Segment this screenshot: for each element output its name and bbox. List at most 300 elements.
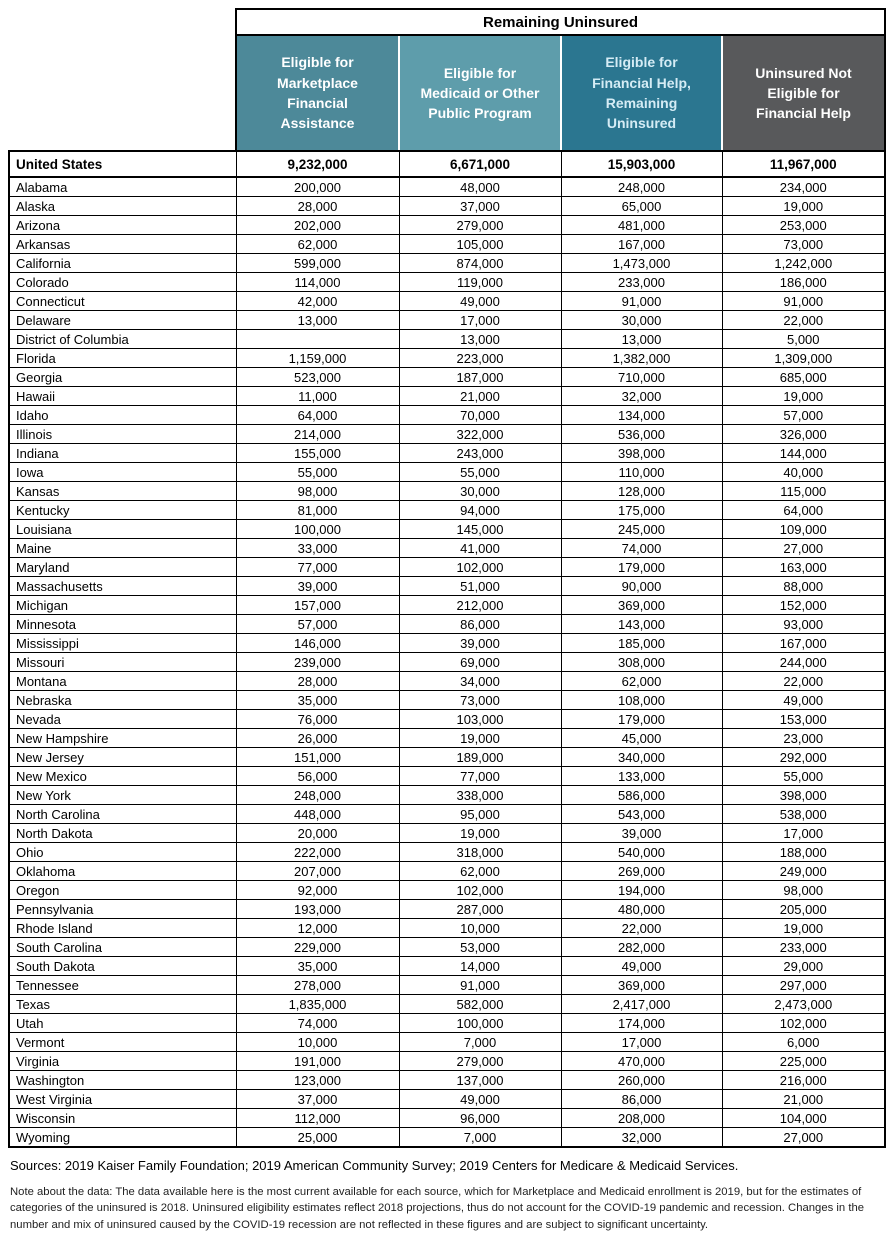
cell-value: 193,000: [236, 900, 399, 919]
cell-value: 119,000: [399, 273, 561, 292]
cell-value: 14,000: [399, 957, 561, 976]
table-row: [9, 824, 885, 843]
table-row: [9, 957, 885, 976]
cell-value: 34,000: [399, 672, 561, 691]
cell-value: 57,000: [236, 615, 399, 634]
state-name: Florida: [9, 349, 236, 368]
cell-value: 212,000: [399, 596, 561, 615]
cell-value: 448,000: [236, 805, 399, 824]
table-row: [9, 786, 885, 805]
cell-value: 243,000: [399, 444, 561, 463]
cell-value: 25,000: [236, 1128, 399, 1148]
cell-value: 19,000: [722, 197, 885, 216]
cell-value: 41,000: [399, 539, 561, 558]
cell-value: 123,000: [236, 1071, 399, 1090]
cell-value: 35,000: [236, 691, 399, 710]
table-row: [9, 748, 885, 767]
cell-value: 98,000: [722, 881, 885, 900]
cell-value: 1,835,000: [236, 995, 399, 1014]
table-row: [9, 1090, 885, 1109]
cell-value: 19,000: [722, 387, 885, 406]
cell-value: 91,000: [399, 976, 561, 995]
state-name: New York: [9, 786, 236, 805]
table-row: [9, 177, 885, 197]
table-row: [9, 235, 885, 254]
cell-value: 70,000: [399, 406, 561, 425]
cell-value: 103,000: [399, 710, 561, 729]
state-name: Delaware: [9, 311, 236, 330]
table-row: [9, 1071, 885, 1090]
cell-value: 244,000: [722, 653, 885, 672]
cell-value: 37,000: [399, 197, 561, 216]
cell-value: 239,000: [236, 653, 399, 672]
table-row: [9, 691, 885, 710]
cell-value: 685,000: [722, 368, 885, 387]
cell-value: 20,000: [236, 824, 399, 843]
table-row: [9, 995, 885, 1014]
cell-value: 19,000: [399, 729, 561, 748]
total-value: 6,671,000: [399, 151, 561, 177]
state-name: Massachusetts: [9, 577, 236, 596]
cell-value: 96,000: [399, 1109, 561, 1128]
cell-value: 225,000: [722, 1052, 885, 1071]
total-value: 11,967,000: [722, 151, 885, 177]
cell-value: 157,000: [236, 596, 399, 615]
table-row: [9, 216, 885, 235]
total-value: 9,232,000: [236, 151, 399, 177]
cell-value: 105,000: [399, 235, 561, 254]
cell-value: 179,000: [561, 558, 722, 577]
state-name: Illinois: [9, 425, 236, 444]
cell-value: 308,000: [561, 653, 722, 672]
column-header-not-eligible: Uninsured Not Eligible for Financial Help: [722, 35, 885, 151]
cell-value: 91,000: [561, 292, 722, 311]
cell-value: 338,000: [399, 786, 561, 805]
state-name: Alaska: [9, 197, 236, 216]
cell-value: 28,000: [236, 672, 399, 691]
cell-value: 49,000: [399, 1090, 561, 1109]
cell-value: 91,000: [722, 292, 885, 311]
table-row: [9, 292, 885, 311]
cell-value: 35,000: [236, 957, 399, 976]
cell-value: 340,000: [561, 748, 722, 767]
cell-value: 137,000: [399, 1071, 561, 1090]
cell-value: 114,000: [236, 273, 399, 292]
cell-value: 874,000: [399, 254, 561, 273]
cell-value: 108,000: [561, 691, 722, 710]
state-name: Hawaii: [9, 387, 236, 406]
table-row: [9, 577, 885, 596]
state-name: North Carolina: [9, 805, 236, 824]
cell-value: 32,000: [561, 1128, 722, 1148]
table-title: Remaining Uninsured: [236, 9, 885, 35]
cell-value: 543,000: [561, 805, 722, 824]
cell-value: 81,000: [236, 501, 399, 520]
table-row: [9, 444, 885, 463]
cell-value: 12,000: [236, 919, 399, 938]
state-name: Oregon: [9, 881, 236, 900]
table-row: [9, 311, 885, 330]
cell-value: 21,000: [399, 387, 561, 406]
cell-value: 229,000: [236, 938, 399, 957]
cell-value: 45,000: [561, 729, 722, 748]
cell-value: 115,000: [722, 482, 885, 501]
cell-value: 155,000: [236, 444, 399, 463]
column-header-financial-help: Eligible for Financial Help, Remaining Uninsured: [561, 35, 722, 151]
table-row: [9, 482, 885, 501]
table-row: [9, 596, 885, 615]
cell-value: 540,000: [561, 843, 722, 862]
cell-value: 5,000: [722, 330, 885, 349]
cell-value: 1,242,000: [722, 254, 885, 273]
cell-value: 146,000: [236, 634, 399, 653]
table-row: [9, 520, 885, 539]
cell-value: 481,000: [561, 216, 722, 235]
cell-value: 185,000: [561, 634, 722, 653]
table-row: [9, 349, 885, 368]
table-row: [9, 406, 885, 425]
cell-value: 187,000: [399, 368, 561, 387]
cell-value: 49,000: [561, 957, 722, 976]
table-title-row: [9, 9, 885, 35]
cell-value: 76,000: [236, 710, 399, 729]
cell-value: 27,000: [722, 539, 885, 558]
cell-value: 214,000: [236, 425, 399, 444]
state-name: Maryland: [9, 558, 236, 577]
state-name: Wisconsin: [9, 1109, 236, 1128]
table-row: [9, 672, 885, 691]
cell-value: 13,000: [236, 311, 399, 330]
state-name: Ohio: [9, 843, 236, 862]
cell-value: 248,000: [236, 786, 399, 805]
state-name: South Carolina: [9, 938, 236, 957]
state-name: Texas: [9, 995, 236, 1014]
cell-value: 65,000: [561, 197, 722, 216]
cell-value: 22,000: [722, 311, 885, 330]
cell-value: 93,000: [722, 615, 885, 634]
cell-value: 88,000: [722, 577, 885, 596]
cell-value: 17,000: [722, 824, 885, 843]
cell-value: 55,000: [399, 463, 561, 482]
table-row: [9, 1109, 885, 1128]
total-value: 15,903,000: [561, 151, 722, 177]
cell-value: 22,000: [561, 919, 722, 938]
table-row: [9, 1128, 885, 1148]
state-name: Arkansas: [9, 235, 236, 254]
cell-value: 582,000: [399, 995, 561, 1014]
cell-value: 174,000: [561, 1014, 722, 1033]
table-row: [9, 1014, 885, 1033]
state-name: North Dakota: [9, 824, 236, 843]
cell-value: 62,000: [399, 862, 561, 881]
cell-value: 33,000: [236, 539, 399, 558]
cell-value: 260,000: [561, 1071, 722, 1090]
note-text: Note about the data: The data available here is the most current available for each source, which for Marketplace and Medicaid enrollment is 2019, but for the estimates of categories of the uninsured is 2018. Uninsured eligibility estimates reflect 2018 projections, thus do not account for the COVID-19 pandemic and recession. Changes in the number and mix of uninsured caused by the COVID-19 recession are not reflected in these figures and are subject to significant uncertainty.: [10, 1186, 865, 1231]
cell-value: 202,000: [236, 216, 399, 235]
table-row: [9, 653, 885, 672]
cell-value: 143,000: [561, 615, 722, 634]
cell-value: 40,000: [722, 463, 885, 482]
state-name: Indiana: [9, 444, 236, 463]
cell-value: 55,000: [722, 767, 885, 786]
cell-value: 1,382,000: [561, 349, 722, 368]
cell-value: 22,000: [722, 672, 885, 691]
state-name: Utah: [9, 1014, 236, 1033]
state-name: District of Columbia: [9, 330, 236, 349]
cell-value: 13,000: [561, 330, 722, 349]
state-name: Michigan: [9, 596, 236, 615]
state-name: Louisiana: [9, 520, 236, 539]
total-row-label: United States: [9, 151, 236, 177]
cell-value: 69,000: [399, 653, 561, 672]
state-name: New Jersey: [9, 748, 236, 767]
state-name: Alabama: [9, 177, 236, 197]
cell-value: 73,000: [722, 235, 885, 254]
state-name: Nevada: [9, 710, 236, 729]
cell-value: 269,000: [561, 862, 722, 881]
state-name: Maine: [9, 539, 236, 558]
blank-corner-cell: [9, 35, 236, 151]
cell-value: 216,000: [722, 1071, 885, 1090]
cell-value: 11,000: [236, 387, 399, 406]
cell-value: 64,000: [722, 501, 885, 520]
cell-value: 167,000: [561, 235, 722, 254]
table-row: [9, 330, 885, 349]
table-row: [9, 273, 885, 292]
blank-corner-cell: [9, 9, 236, 35]
cell-value: 523,000: [236, 368, 399, 387]
table-row: [9, 501, 885, 520]
cell-value: 175,000: [561, 501, 722, 520]
cell-value: 191,000: [236, 1052, 399, 1071]
state-name: California: [9, 254, 236, 273]
cell-value: 163,000: [722, 558, 885, 577]
cell-value: 102,000: [722, 1014, 885, 1033]
cell-value: 151,000: [236, 748, 399, 767]
cell-value: 278,000: [236, 976, 399, 995]
state-name: Washington: [9, 1071, 236, 1090]
cell-value: 2,417,000: [561, 995, 722, 1014]
state-name: Nebraska: [9, 691, 236, 710]
state-name: Colorado: [9, 273, 236, 292]
cell-value: 470,000: [561, 1052, 722, 1071]
cell-value: 282,000: [561, 938, 722, 957]
cell-value: 222,000: [236, 843, 399, 862]
table-row: [9, 805, 885, 824]
cell-value: 74,000: [561, 539, 722, 558]
cell-value: 188,000: [722, 843, 885, 862]
cell-value: 145,000: [399, 520, 561, 539]
cell-value: 53,000: [399, 938, 561, 957]
table-row: [9, 558, 885, 577]
cell-value: 28,000: [236, 197, 399, 216]
table-row: [9, 1033, 885, 1052]
cell-value: 27,000: [722, 1128, 885, 1148]
cell-value: 104,000: [722, 1109, 885, 1128]
cell-value: 2,473,000: [722, 995, 885, 1014]
cell-value: 153,000: [722, 710, 885, 729]
cell-value: 223,000: [399, 349, 561, 368]
state-name: Georgia: [9, 368, 236, 387]
cell-value: 62,000: [561, 672, 722, 691]
column-header-row: [9, 35, 885, 151]
state-name: Mississippi: [9, 634, 236, 653]
cell-value: 480,000: [561, 900, 722, 919]
table-row: [9, 425, 885, 444]
cell-value: 134,000: [561, 406, 722, 425]
cell-value: 112,000: [236, 1109, 399, 1128]
cell-value: 19,000: [722, 919, 885, 938]
cell-value: 102,000: [399, 558, 561, 577]
cell-value: 369,000: [561, 976, 722, 995]
cell-value: 6,000: [722, 1033, 885, 1052]
state-name: Virginia: [9, 1052, 236, 1071]
cell-value: 55,000: [236, 463, 399, 482]
state-name: South Dakota: [9, 957, 236, 976]
cell-value: 86,000: [399, 615, 561, 634]
cell-value: 48,000: [399, 177, 561, 197]
cell-value: 144,000: [722, 444, 885, 463]
cell-value: 51,000: [399, 577, 561, 596]
cell-value: 17,000: [561, 1033, 722, 1052]
cell-value: 21,000: [722, 1090, 885, 1109]
cell-value: 1,159,000: [236, 349, 399, 368]
table-row: [9, 919, 885, 938]
state-name: Oklahoma: [9, 862, 236, 881]
state-name: New Mexico: [9, 767, 236, 786]
sources-text: Sources: 2019 Kaiser Family Foundation; 2019 American Community Survey; 2019 Centers for Medicare & Medicaid Services.: [10, 1158, 739, 1173]
cell-value: 95,000: [399, 805, 561, 824]
cell-value: 30,000: [399, 482, 561, 501]
column-header-marketplace: Eligible for Marketplace Financial Assistance: [236, 35, 399, 151]
cell-value: 10,000: [236, 1033, 399, 1052]
state-name: Missouri: [9, 653, 236, 672]
state-name: Arizona: [9, 216, 236, 235]
state-name: Iowa: [9, 463, 236, 482]
cell-value: 186,000: [722, 273, 885, 292]
cell-value: 207,000: [236, 862, 399, 881]
state-name: Kansas: [9, 482, 236, 501]
cell-value: 74,000: [236, 1014, 399, 1033]
cell-value: 29,000: [722, 957, 885, 976]
cell-value: 56,000: [236, 767, 399, 786]
cell-value: 39,000: [561, 824, 722, 843]
cell-value: 398,000: [561, 444, 722, 463]
cell-value: 133,000: [561, 767, 722, 786]
state-name: Minnesota: [9, 615, 236, 634]
uninsured-table: [8, 8, 886, 1148]
cell-value: 23,000: [722, 729, 885, 748]
cell-value: 398,000: [722, 786, 885, 805]
table-row: [9, 539, 885, 558]
cell-value: 233,000: [561, 273, 722, 292]
table-row: [9, 938, 885, 957]
state-name: Connecticut: [9, 292, 236, 311]
cell-value: 90,000: [561, 577, 722, 596]
cell-value: 86,000: [561, 1090, 722, 1109]
cell-value: 326,000: [722, 425, 885, 444]
cell-value: 249,000: [722, 862, 885, 881]
table-body: [9, 151, 885, 1147]
table-row: [9, 387, 885, 406]
cell-value: 32,000: [561, 387, 722, 406]
cell-value: 287,000: [399, 900, 561, 919]
state-name: Wyoming: [9, 1128, 236, 1148]
cell-value: 318,000: [399, 843, 561, 862]
table-row: [9, 862, 885, 881]
cell-value: 100,000: [236, 520, 399, 539]
cell-value: 128,000: [561, 482, 722, 501]
cell-value: 37,000: [236, 1090, 399, 1109]
state-name: Vermont: [9, 1033, 236, 1052]
cell-value: 279,000: [399, 216, 561, 235]
cell-value: [236, 330, 399, 349]
cell-value: 536,000: [561, 425, 722, 444]
cell-value: 49,000: [722, 691, 885, 710]
cell-value: 1,309,000: [722, 349, 885, 368]
table-row: [9, 843, 885, 862]
cell-value: 62,000: [236, 235, 399, 254]
state-name: Montana: [9, 672, 236, 691]
cell-value: 94,000: [399, 501, 561, 520]
cell-value: 26,000: [236, 729, 399, 748]
table-row: [9, 710, 885, 729]
cell-value: 77,000: [399, 767, 561, 786]
cell-value: 42,000: [236, 292, 399, 311]
state-name: Tennessee: [9, 976, 236, 995]
cell-value: 253,000: [722, 216, 885, 235]
cell-value: 152,000: [722, 596, 885, 615]
cell-value: 279,000: [399, 1052, 561, 1071]
state-name: Idaho: [9, 406, 236, 425]
table-row: [9, 976, 885, 995]
cell-value: 7,000: [399, 1033, 561, 1052]
cell-value: 98,000: [236, 482, 399, 501]
cell-value: 100,000: [399, 1014, 561, 1033]
cell-value: 297,000: [722, 976, 885, 995]
cell-value: 245,000: [561, 520, 722, 539]
cell-value: 110,000: [561, 463, 722, 482]
cell-value: 234,000: [722, 177, 885, 197]
cell-value: 57,000: [722, 406, 885, 425]
state-name: Pennsylvania: [9, 900, 236, 919]
cell-value: 13,000: [399, 330, 561, 349]
cell-value: 369,000: [561, 596, 722, 615]
cell-value: 92,000: [236, 881, 399, 900]
state-name: West Virginia: [9, 1090, 236, 1109]
cell-value: 17,000: [399, 311, 561, 330]
total-row: [9, 151, 885, 177]
cell-value: 109,000: [722, 520, 885, 539]
cell-value: 322,000: [399, 425, 561, 444]
cell-value: 64,000: [236, 406, 399, 425]
cell-value: 19,000: [399, 824, 561, 843]
cell-value: 710,000: [561, 368, 722, 387]
table-row: [9, 463, 885, 482]
cell-value: 248,000: [561, 177, 722, 197]
cell-value: 10,000: [399, 919, 561, 938]
table-row: [9, 881, 885, 900]
state-name: Kentucky: [9, 501, 236, 520]
table-row: [9, 368, 885, 387]
table-row: [9, 767, 885, 786]
cell-value: 7,000: [399, 1128, 561, 1148]
cell-value: 1,473,000: [561, 254, 722, 273]
cell-value: 599,000: [236, 254, 399, 273]
cell-value: 167,000: [722, 634, 885, 653]
state-name: New Hampshire: [9, 729, 236, 748]
table-row: [9, 729, 885, 748]
